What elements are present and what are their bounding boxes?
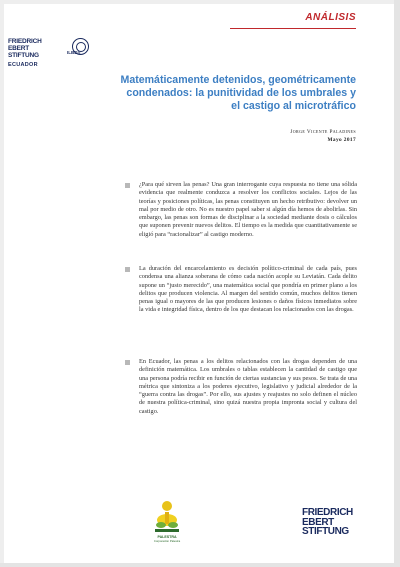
section-label: ANÁLISIS xyxy=(305,12,356,23)
partner-name: PALESTRA xyxy=(157,535,177,539)
document-title: Matemáticamente detenidos, geométricamente condenados: la punitividad de los umbrales y el castigo al microtráfico xyxy=(120,74,356,112)
bullet-square-icon xyxy=(125,360,130,365)
logo-line-2: EBERT xyxy=(8,45,30,52)
fes-logo-footer xyxy=(302,508,362,537)
logo-line-1: FRIEDRICH xyxy=(8,38,42,45)
page-shadow-right xyxy=(394,0,400,567)
summary-paragraph-2: La duración del encarcelamiento es decisión político-criminal de cada país, pues condensa una alianza soberana de cómo cada nación acople su Leviatán. Cada delito supone un “justo merecido”, una matemática social que pondría en primer plano a los delitos que producen violencia. Al margen del sentido común, muchos delitos tienen penas igual o mayores de las que producen lesiones o daños físicos inmediatos sobre la vida e integridad física, dentro de los que destacan los relacionados con las drogas. xyxy=(139,265,357,314)
logo-country: ECUADOR xyxy=(8,62,38,68)
page-shadow-bottom xyxy=(0,563,400,567)
publication-date: Mayo 2017 xyxy=(327,137,356,143)
footer-logo-line-1: FRIEDRICH xyxy=(302,507,353,518)
logo-line-3: STIFTUNG xyxy=(8,52,39,59)
footer-logo-line-2: EBERT xyxy=(302,516,334,528)
page-border-top xyxy=(0,0,400,4)
page-border-left xyxy=(0,0,4,567)
partner-subname: Corporación Palestra xyxy=(153,539,181,543)
author-name: Jorge Vicente Paladines xyxy=(290,129,356,135)
footer-logo-line-3: STIFTUNG xyxy=(302,526,349,537)
bullet-square-icon xyxy=(125,267,130,272)
bullet-square-icon xyxy=(125,183,130,188)
logo-badge: ILBDS xyxy=(67,50,81,55)
section-rule xyxy=(230,28,356,29)
summary-paragraph-1: ¿Para qué sirven las penas? Una gran interrogante cuya respuesta no tiene una sólida evidencia que realmente conduzca a resolver los conflictos sociales. Lejos de las teorías y posiciones políticas, las penas constituyen un hecho retributivo: devolver un mal por medio de otro. No es nuestro papel saber si algún día hemos de abolirlas. Sin embargo, las penas son formas de disciplinar a la sociedad mediante dosis o cálculos que suponen prevenir nuevos delitos. El tiempo es la medida que cuantitativamente se eligió para “racionalizar” al castigo moderno. xyxy=(139,181,357,238)
partner-logo-label xyxy=(145,535,189,543)
summary-paragraph-3: En Ecuador, las penas a los delitos relacionados con las drogas dependen de una definición matemática. Los umbrales o tablas establecen la cantidad de castigo que una persona podría recibir en función de ciertas sustancias y sus pesos. Se trata de una métrica que sintoniza a los poderes ejecutivo, legislativo y judicial alrededor de la “guerra contra las drogas”. Por ello, sus ajustes y reajustes no solo definen el núcleo de nuestra política-criminal, sino quizá nuestra propia impronta social y cultura del castigo. xyxy=(139,358,357,415)
